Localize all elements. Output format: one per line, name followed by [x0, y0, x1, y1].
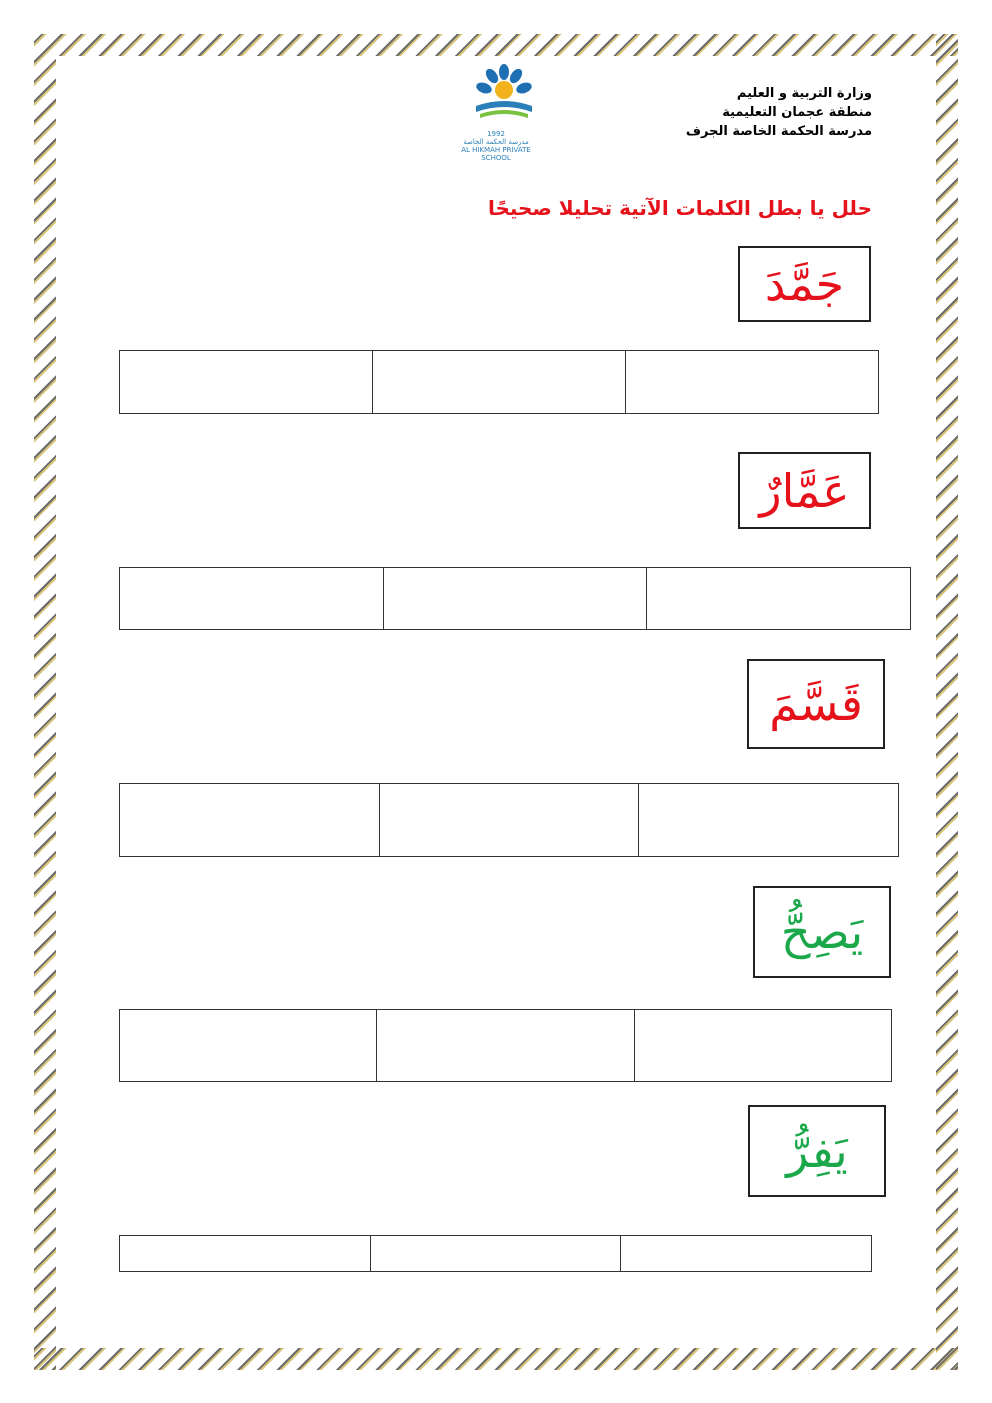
ministry-line: وزارة التربية و العليم: [736, 86, 872, 101]
answer-row-5: [119, 1235, 872, 1272]
word-2: عَمَّارٌ: [759, 463, 850, 518]
border-bottom: [34, 1348, 958, 1370]
answer-cell[interactable]: [372, 351, 625, 413]
answer-cell[interactable]: [634, 1010, 891, 1081]
word-5: يَفِرُّ: [786, 1124, 848, 1178]
answer-cell[interactable]: [376, 1010, 633, 1081]
border-right: [936, 34, 958, 1370]
logo-english-name: AL HIKMAH PRIVATE SCHOOL: [461, 146, 531, 162]
word-box-2: [738, 452, 871, 529]
word-box-3: [747, 659, 885, 749]
answer-cell[interactable]: [120, 1236, 370, 1271]
district-line: منطقة عجمان التعليمية: [722, 105, 872, 120]
answer-row-3: [119, 783, 899, 857]
answer-cell[interactable]: [120, 1010, 376, 1081]
school-line: مدرسة الحكمة الخاصة الجرف: [685, 124, 872, 139]
instruction-text: حلل يا بطل الكلمات الآتية تحليلا صحيحًا: [487, 196, 872, 220]
logo-arabic-name: مدرسة الحكمة الخاصة: [463, 138, 529, 146]
answer-cell[interactable]: [120, 351, 372, 413]
word-4: يَصِحُّ: [780, 905, 864, 959]
answer-row-4: [119, 1009, 892, 1082]
answer-cell[interactable]: [625, 351, 878, 413]
logo-caption: [446, 130, 546, 162]
answer-cell[interactable]: [370, 1236, 621, 1271]
answer-row-2: [119, 567, 911, 630]
word-box-5: [748, 1105, 886, 1197]
answer-cell[interactable]: [638, 784, 898, 856]
word-1: جَمَّدَ: [764, 257, 845, 311]
answer-cell[interactable]: [120, 568, 383, 629]
answer-cell[interactable]: [383, 568, 647, 629]
answer-cell[interactable]: [379, 784, 639, 856]
border-left: [34, 34, 56, 1370]
answer-row-1: [119, 350, 879, 414]
word-box-1: [738, 246, 871, 322]
answer-cell[interactable]: [646, 568, 910, 629]
school-header: [686, 84, 872, 141]
logo-year: 1992: [487, 130, 505, 138]
word-box-4: [753, 886, 891, 978]
answer-cell[interactable]: [120, 784, 379, 856]
word-3: قَسَّمَ: [769, 677, 863, 731]
answer-cell[interactable]: [620, 1236, 871, 1271]
border-top: [34, 34, 958, 56]
